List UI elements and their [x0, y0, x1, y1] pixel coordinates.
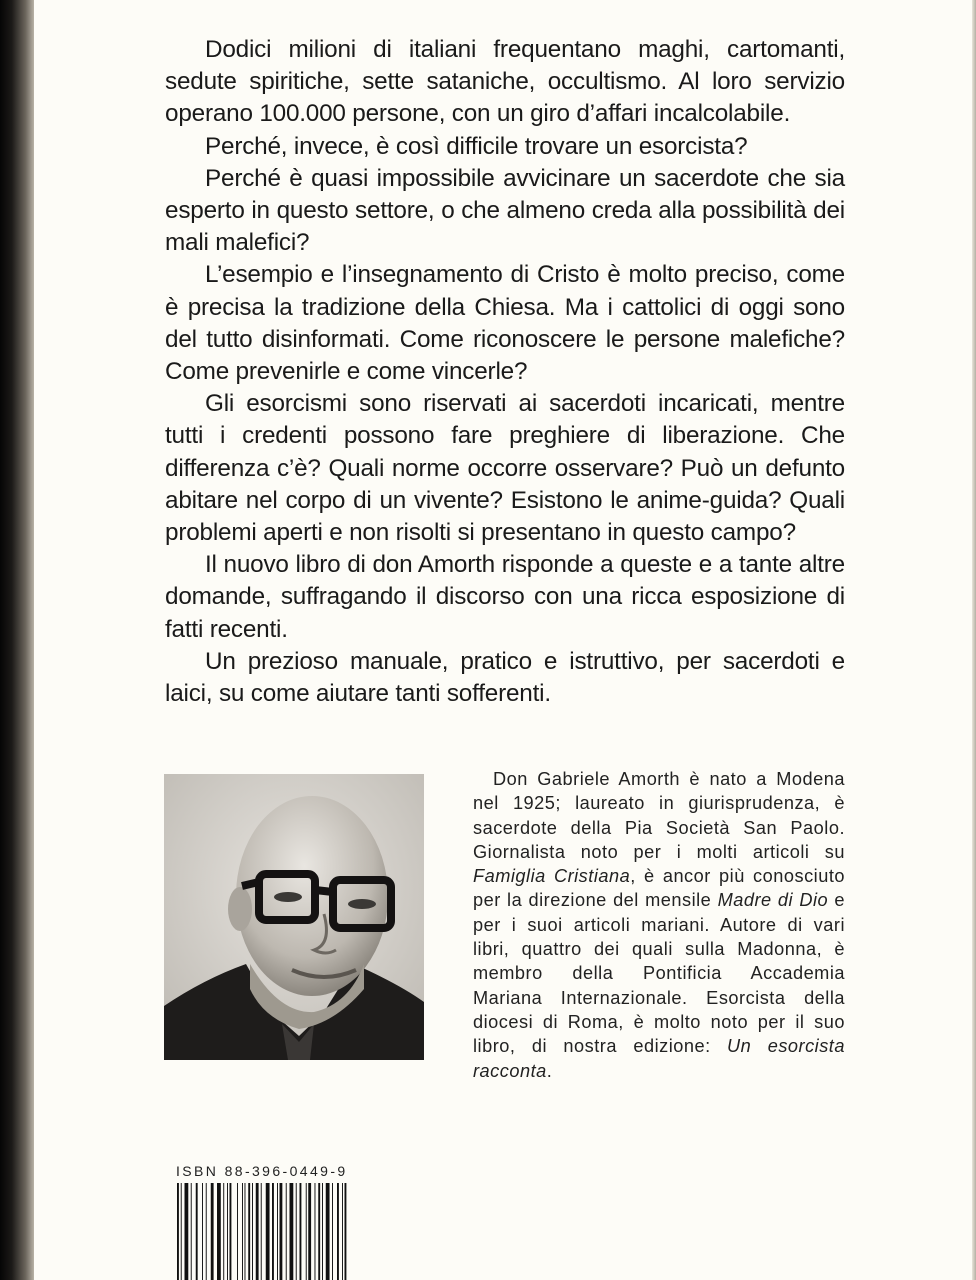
blurb-paragraph: Gli esorcismi sono riservati ai sacerdoti incaricati, mentre tutti i credenti possono fare preghiere di liberazione. Che differenza c’è? Quali norme occorre osservare? Può un defunto abitare nel corpo di un vivente? Esistono le anime-guida? Quali problemi aperti e non risolti si presentano in questo campo?: [165, 390, 845, 547]
barcode-bar: [237, 1183, 238, 1280]
isbn-label: ISBN 88-396-0449-9: [176, 1163, 348, 1179]
magazine-title: Famiglia Cristiana: [473, 866, 631, 887]
barcode-bar: [261, 1183, 262, 1280]
barcode-bar: [308, 1183, 311, 1280]
barcode-bar: [322, 1183, 323, 1280]
barcode-bar: [206, 1183, 207, 1280]
author-photo: [164, 774, 424, 1060]
back-cover-blurb: [165, 34, 845, 710]
bio-text-segment: Don Gabriele Amorth è nato a Modena nel 1925; laureato in giurisprudenza, è sacerdote della Pia Società San Paolo. Giornalista noto per i molti articoli su: [473, 769, 845, 862]
barcode-bar: [337, 1183, 339, 1280]
barcode-bar: [300, 1183, 302, 1280]
bio-text-segment: , è ancor più conosciuto per la direzione del mensile: [473, 866, 845, 911]
barcode-bar: [217, 1183, 221, 1280]
barcode-bar: [191, 1183, 192, 1280]
bio-text-segment: e per i suoi articoli mariani. Autore di vari libri, quattro dei quali sulla Madonna, è membro della Pontificia Accademia Mariana Internazionale. Esorcista della diocesi di Roma, è molto noto per il suo libro, di nostra edizione:: [473, 890, 845, 1057]
barcode: [177, 1183, 362, 1280]
monthly-title: Madre di Dio: [717, 890, 829, 911]
barcode-bar: [272, 1183, 274, 1280]
barcode-bar: [227, 1183, 228, 1280]
author-bio-text: [473, 767, 845, 1083]
book-spine-edge: [0, 0, 34, 1280]
barcode-bar: [256, 1183, 259, 1280]
author-bio: [473, 767, 845, 1083]
barcode-bar: [202, 1183, 203, 1280]
barcode-bar: [245, 1183, 246, 1280]
blurb-paragraph: Perché, invece, è così difficile trovare un esorcista?: [205, 132, 748, 160]
barcode-bar: [332, 1183, 333, 1280]
barcode-bar: [242, 1183, 243, 1280]
barcode-bar: [290, 1183, 294, 1280]
barcode-bar: [318, 1183, 320, 1280]
barcode-bar: [230, 1183, 232, 1280]
barcode-bar: [196, 1183, 198, 1280]
barcode-bar: [345, 1183, 347, 1280]
barcode-bar: [248, 1183, 250, 1280]
barcode-bar: [342, 1183, 343, 1280]
author-portrait-image: [164, 774, 424, 1060]
barcode-bar: [266, 1183, 270, 1280]
barcode-bar: [277, 1183, 278, 1280]
cover-right-edge: [972, 0, 976, 1280]
book-title: Un esorcista racconta: [473, 1036, 845, 1081]
barcode-bar: [280, 1183, 283, 1280]
bio-text-segment: .: [546, 1060, 553, 1081]
blurb-paragraph: Un prezioso manuale, pratico e istruttivo, per sacerdoti e laici, su come aiutare tanti sofferenti.: [165, 647, 845, 708]
barcode-bar: [296, 1183, 297, 1280]
barcode-bar: [315, 1183, 316, 1280]
barcode-bar: [177, 1183, 179, 1280]
barcode-bar: [211, 1183, 214, 1280]
barcode-bar: [286, 1183, 287, 1280]
barcode-bar: [306, 1183, 307, 1280]
blurb-paragraph: Dodici milioni di italiani frequentano maghi, cartomanti, sedute spiritiche, sette sataniche, occultismo. Al loro servizio operano 100.000 persone, con un giro d’affari incalcolabile.: [165, 36, 845, 128]
barcode-bar: [185, 1183, 189, 1280]
blurb-paragraph: Il nuovo libro di don Amorth risponde a queste e a tante altre domande, suffragando il discorso con una ricca esposizione di fatti recenti.: [165, 551, 845, 643]
blurb-paragraph: L’esempio e l’insegnamento di Cristo è molto preciso, come è precisa la tradizione della Chiesa. Ma i cattolici di oggi sono del tutto disinformati. Come riconoscere le persone malefiche? Come prevenirle e come vincerle?: [165, 261, 845, 386]
barcode-bar: [181, 1183, 182, 1280]
blurb-paragraph: Perché è quasi impossibile avvicinare un sacerdote che sia esperto in questo settore, o che almeno creda alla possibilità dei mali malefici?: [165, 164, 845, 257]
barcode-bar: [252, 1183, 253, 1280]
barcode-bar: [326, 1183, 330, 1280]
barcode-bar: [223, 1183, 224, 1280]
